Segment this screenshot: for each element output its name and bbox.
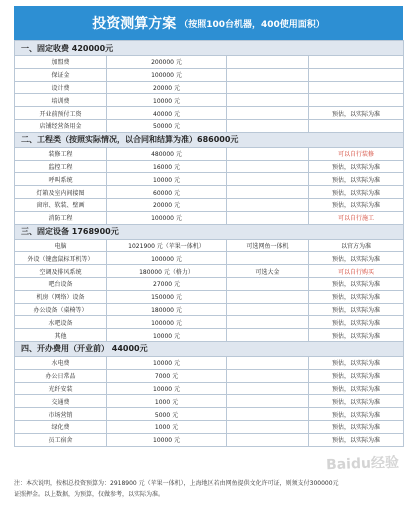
table-row xyxy=(15,277,404,290)
item-remark: 以官方为准 xyxy=(309,239,404,252)
item-option xyxy=(227,56,309,69)
item-remark: 预估，以实际为准 xyxy=(309,316,404,329)
item-option xyxy=(227,173,309,186)
table-row xyxy=(15,369,404,382)
item-remark: 可以自行施工 xyxy=(309,211,404,224)
table-row xyxy=(15,147,404,160)
table-row xyxy=(15,420,404,433)
item-option xyxy=(227,316,309,329)
item-option xyxy=(227,94,309,107)
item-amount: 10000 元 xyxy=(107,94,227,107)
item-name: 电脑 xyxy=(15,239,107,252)
item-remark: 预估，以实际为准 xyxy=(309,408,404,421)
item-option xyxy=(227,252,309,265)
item-remark: 预估，以实际为准 xyxy=(309,107,404,120)
footnote-line-1: 注：本次说明，按相总投资预算为：2918900 元（苹果一体机），上海地区若由网鱼提供文化许可证，则须支付300000元 xyxy=(14,480,339,487)
item-name: 绿化费 xyxy=(15,420,107,433)
cost-table-body xyxy=(15,41,404,447)
table-row xyxy=(15,408,404,421)
item-remark xyxy=(309,94,404,107)
item-amount: 20000 元 xyxy=(107,81,227,94)
item-name: 办公设备（桌椅等） xyxy=(15,303,107,316)
table-row xyxy=(15,94,404,107)
item-amount: 27000 元 xyxy=(107,277,227,290)
item-amount: 100000 元 xyxy=(107,316,227,329)
item-remark: 预估，以实际为准 xyxy=(309,356,404,369)
item-name: 吧台设备 xyxy=(15,277,107,290)
table-row xyxy=(15,81,404,94)
watermark: Baidu经验 xyxy=(325,454,400,474)
item-name: 消防工程 xyxy=(15,211,107,224)
item-option xyxy=(227,395,309,408)
item-name: 装修工程 xyxy=(15,147,107,160)
table-row xyxy=(15,356,404,369)
item-name: 机房（网络）设备 xyxy=(15,290,107,303)
section-heading: 一、固定收费 420000元 xyxy=(15,41,404,56)
item-name: 水吧设备 xyxy=(15,316,107,329)
item-option xyxy=(227,107,309,120)
item-name: 办公日常品 xyxy=(15,369,107,382)
table-row xyxy=(15,198,404,211)
table-row xyxy=(15,56,404,69)
item-amount: 10000 元 xyxy=(107,173,227,186)
item-remark: 预估，以实际为准 xyxy=(309,252,404,265)
item-amount: 10000 元 xyxy=(107,433,227,446)
item-option xyxy=(227,211,309,224)
item-name: 设计费 xyxy=(15,81,107,94)
item-amount: 50000 元 xyxy=(107,119,227,132)
item-option xyxy=(227,186,309,199)
item-option xyxy=(227,303,309,316)
item-remark xyxy=(309,81,404,94)
item-amount: 10000 元 xyxy=(107,329,227,342)
item-remark: 预估，以实际为准 xyxy=(309,369,404,382)
item-remark: 预估，以实际为准 xyxy=(309,395,404,408)
table-row xyxy=(15,252,404,265)
item-option xyxy=(227,329,309,342)
footnote xyxy=(14,478,403,500)
item-amount: 5000 元 xyxy=(107,408,227,421)
item-option: 可选大金 xyxy=(227,265,309,278)
item-name: 市场营销 xyxy=(15,408,107,421)
table-row xyxy=(15,433,404,446)
item-name: 窗帘、软装、壁画 xyxy=(15,198,107,211)
item-option xyxy=(227,369,309,382)
item-name: 店铺经营备用金 xyxy=(15,119,107,132)
page-title: 投资测算方案 xyxy=(92,16,177,32)
item-option xyxy=(227,290,309,303)
item-remark xyxy=(309,56,404,69)
item-name: 空调及排风系统 xyxy=(15,265,107,278)
table-row xyxy=(15,239,404,252)
item-amount: 7000 元 xyxy=(107,369,227,382)
table-row xyxy=(15,265,404,278)
item-remark: 预估，以实际为准 xyxy=(309,173,404,186)
item-amount: 100000 元 xyxy=(107,211,227,224)
item-option xyxy=(227,277,309,290)
item-amount: 150000 元 xyxy=(107,290,227,303)
item-name: 开业前预付工资 xyxy=(15,107,107,120)
item-name: 保证金 xyxy=(15,68,107,81)
table-row xyxy=(15,329,404,342)
item-remark: 预估，以实际为准 xyxy=(309,382,404,395)
item-amount: 200000 元 xyxy=(107,56,227,69)
item-name: 光纤安装 xyxy=(15,382,107,395)
item-amount: 180000 元 xyxy=(107,303,227,316)
item-name: 水电费 xyxy=(15,356,107,369)
item-amount: 60000 元 xyxy=(107,186,227,199)
item-amount: 1000 元 xyxy=(107,395,227,408)
item-name: 灯箱及室内间接图 xyxy=(15,186,107,199)
item-name: 员工宿舍 xyxy=(15,433,107,446)
section-heading: 二、工程类（按照实际情况，以合同和结算为准）686000元 xyxy=(15,132,404,147)
item-option xyxy=(227,433,309,446)
item-name: 其他 xyxy=(15,329,107,342)
item-remark xyxy=(309,119,404,132)
title-bar xyxy=(14,6,403,40)
item-remark: 预估，以实际为准 xyxy=(309,160,404,173)
table-row xyxy=(15,303,404,316)
item-remark: 预估，以实际为准 xyxy=(309,277,404,290)
item-option xyxy=(227,382,309,395)
section-heading: 四、开办费用（开业前） 44000元 xyxy=(15,341,404,356)
cost-table xyxy=(14,40,404,447)
item-remark: 预估，以实际为准 xyxy=(309,433,404,446)
item-amount: 100000 元 xyxy=(107,68,227,81)
item-option xyxy=(227,81,309,94)
item-name: 外设（键盘鼠标耳机等） xyxy=(15,252,107,265)
item-remark: 预估，以实际为准 xyxy=(309,303,404,316)
table-row xyxy=(15,186,404,199)
section-header xyxy=(15,341,404,356)
item-remark: 预估，以实际为准 xyxy=(309,198,404,211)
item-remark: 可以自行购买 xyxy=(309,265,404,278)
section-header xyxy=(15,132,404,147)
table-row xyxy=(15,119,404,132)
item-option xyxy=(227,68,309,81)
item-remark xyxy=(309,68,404,81)
table-row xyxy=(15,290,404,303)
item-name: 监控工程 xyxy=(15,160,107,173)
section-header xyxy=(15,41,404,56)
item-option xyxy=(227,420,309,433)
item-name: 培训费 xyxy=(15,94,107,107)
item-amount: 10000 元 xyxy=(107,382,227,395)
item-amount: 20000 元 xyxy=(107,198,227,211)
item-amount: 1021900 元（苹果一体机） xyxy=(107,239,227,252)
item-remark: 预估，以实际为准 xyxy=(309,290,404,303)
item-amount: 10000 元 xyxy=(107,356,227,369)
table-row xyxy=(15,382,404,395)
item-amount: 16000 元 xyxy=(107,160,227,173)
item-remark: 预估，以实际为准 xyxy=(309,329,404,342)
table-row xyxy=(15,173,404,186)
item-amount: 480000 元 xyxy=(107,147,227,160)
item-name: 呼叫系统 xyxy=(15,173,107,186)
table-row xyxy=(15,107,404,120)
section-header xyxy=(15,224,404,239)
item-amount: 180000 元（格力） xyxy=(107,265,227,278)
item-name: 加盟费 xyxy=(15,56,107,69)
item-option xyxy=(227,408,309,421)
investment-sheet xyxy=(14,6,403,447)
item-amount: 40000 元 xyxy=(107,107,227,120)
page-subtitle: （按照100台机器，400使用面积） xyxy=(179,19,325,30)
item-amount: 100000 元 xyxy=(107,252,227,265)
table-row xyxy=(15,160,404,173)
item-amount: 1000 元 xyxy=(107,420,227,433)
footnote-line-2: 证照押金。以上数据，为预算，仅做参考，以实际为准。 xyxy=(14,491,165,498)
item-option xyxy=(227,198,309,211)
table-row xyxy=(15,395,404,408)
item-name: 交通费 xyxy=(15,395,107,408)
item-remark: 预估，以实际为准 xyxy=(309,186,404,199)
item-option xyxy=(227,160,309,173)
item-remark: 预估，以实际为准 xyxy=(309,420,404,433)
table-row xyxy=(15,316,404,329)
item-option xyxy=(227,356,309,369)
item-remark: 可以自行装修 xyxy=(309,147,404,160)
table-row xyxy=(15,211,404,224)
item-option xyxy=(227,119,309,132)
table-row xyxy=(15,68,404,81)
item-option: 可选网鱼一体机 xyxy=(227,239,309,252)
item-option xyxy=(227,147,309,160)
section-heading: 三、固定设备 1768900元 xyxy=(15,224,404,239)
